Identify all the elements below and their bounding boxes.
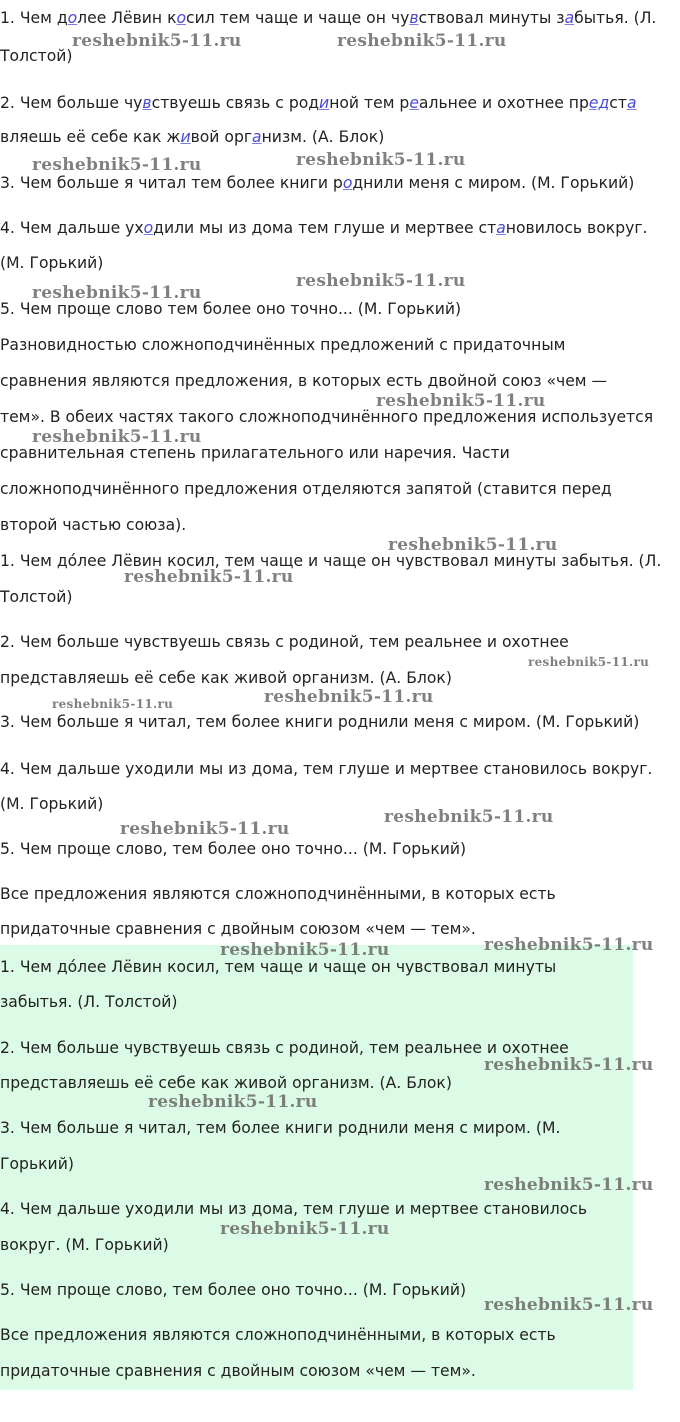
marked-letter: о (67, 9, 78, 27)
text-segment: 3. Чем больше я читал тем более книги р (0, 174, 343, 192)
watermark: reshebnik5-11.ru (484, 935, 654, 955)
watermark: reshebnik5-11.ru (384, 807, 554, 827)
marked-letter: в (409, 9, 419, 27)
corrected-sentence-4-cont: (М. Горький) (0, 795, 104, 813)
answer-sentence-4-cont: вокруг. (М. Горький) (0, 1236, 169, 1254)
marked-letter: а (496, 219, 506, 237)
text-segment: лее Лёвин к (77, 9, 177, 27)
marked-letter: о (176, 9, 187, 27)
corrected-sentence-2-cont: представляешь её себе как живой организм. (А. Блок) (0, 669, 452, 687)
corrected-conclusion-1: Все предложения являются сложноподчинёнными, в которых есть (0, 885, 556, 903)
answer-sentence-2-cont: представляешь её себе как живой организм. (А. Блок) (0, 1074, 452, 1092)
text-segment: ст (609, 94, 627, 112)
text-segment: вой орг (190, 128, 253, 146)
text-segment: альнее и охотнее пр (418, 94, 589, 112)
watermark: reshebnik5-11.ru (120, 819, 290, 839)
task-sentence-2 (0, 93, 637, 113)
corrected-sentence-5: 5. Чем проще слово, тем более оно точно... (М. Горький) (0, 840, 467, 858)
explanation-line-4: сравнительная степень прилагательного или наречия. Части (0, 444, 510, 462)
answer-sentence-4: 4. Чем дальше уходили мы из дома, тем глуше и мертвее становилось (0, 1200, 588, 1218)
corrected-sentence-1: 1. Чем до́лее Лёвин косил, тем чаще и чаще он чувствовал минуты забытья. (Л. (0, 552, 662, 570)
text-segment: ной тем р (329, 94, 410, 112)
task-sentence-2-cont (0, 127, 384, 147)
task-sentence-3 (0, 173, 634, 193)
watermark: reshebnik5-11.ru (388, 535, 558, 555)
watermark: reshebnik5-11.ru (484, 1055, 654, 1075)
watermark: reshebnik5-11.ru (220, 1219, 390, 1239)
watermark: reshebnik5-11.ru (72, 31, 242, 51)
task-sentence-5: 5. Чем проще слово тем более оно точно... (М. Горький) (0, 300, 462, 318)
watermark: reshebnik5-11.ru (484, 1295, 654, 1315)
watermark: reshebnik5-11.ru (220, 940, 390, 960)
corrected-conclusion-2: придаточные сравнения с двойным союзом «чем — тем». (0, 920, 476, 938)
marked-letter: а (626, 94, 637, 112)
task-sentence-1 (0, 8, 656, 28)
marked-letter: а (564, 9, 575, 27)
watermark: reshebnik5-11.ru (264, 687, 434, 707)
task-sentence-4 (0, 218, 647, 238)
explanation-line-6: второй частью союза). (0, 516, 187, 534)
watermark: reshebnik5-11.ru (148, 1092, 318, 1112)
marked-letter: и (180, 128, 191, 146)
answer-sentence-2: 2. Чем больше чувствуешь связь с родиной, тем реальнее и охотнее (0, 1039, 569, 1057)
watermark: reshebnik5-11.ru (337, 31, 507, 51)
corrected-sentence-1-cont: Толстой) (0, 588, 73, 606)
explanation-line-1: Разновидностью сложноподчинённых предложений с придаточным (0, 336, 566, 354)
answer-sentence-3-cont: Горький) (0, 1155, 74, 1173)
text-segment: сил тем чаще и чаще он чу (186, 9, 410, 27)
answer-sentence-5: 5. Чем проще слово, тем более оно точно... (М. Горький) (0, 1281, 467, 1299)
marked-letter: е (409, 94, 419, 112)
watermark: reshebnik5-11.ru (32, 155, 202, 175)
watermark: reshebnik5-11.ru (32, 427, 202, 447)
text-segment: новилось вокруг. (505, 219, 648, 237)
watermark: reshebnik5-11.ru (296, 150, 466, 170)
watermark: reshebnik5-11.ru (484, 1175, 654, 1195)
text-segment: ствовал минуты з (418, 9, 565, 27)
answer-conclusion-1: Все предложения являются сложноподчинёнными, в которых есть (0, 1326, 556, 1344)
watermark: reshebnik5-11.ru (528, 655, 650, 669)
text-segment: ствуешь связь с род (151, 94, 320, 112)
watermark: reshebnik5-11.ru (296, 271, 466, 291)
text-segment: 2. Чем больше чу (0, 94, 143, 112)
task-sentence-4-cont: (М. Горький) (0, 254, 104, 272)
watermark: reshebnik5-11.ru (32, 283, 202, 303)
marked-letter: о (143, 219, 154, 237)
corrected-sentence-4: 4. Чем дальше уходили мы из дома, тем глуше и мертвее становилось вокруг. (0, 760, 653, 778)
text-segment: днили меня с миром. (М. Горький) (352, 174, 635, 192)
marked-letter: в (142, 94, 152, 112)
corrected-sentence-2: 2. Чем больше чувствуешь связь с родиной, тем реальнее и охотнее (0, 633, 569, 651)
answer-sentence-3: 3. Чем больше я читал, тем более книги роднили меня с миром. (М. (0, 1119, 561, 1137)
text-segment: бытья. (Л. (574, 9, 657, 27)
marked-letter: а (252, 128, 262, 146)
explanation-line-5: сложноподчинённого предложения отделяются запятой (ставится перед (0, 480, 612, 498)
watermark: reshebnik5-11.ru (376, 391, 546, 411)
explanation-line-2: сравнения являются предложения, в которых есть двойной союз «чем — (0, 372, 608, 390)
answer-conclusion-2: придаточные сравнения с двойным союзом «чем — тем». (0, 1362, 476, 1380)
watermark: reshebnik5-11.ru (52, 697, 174, 711)
text-segment: низм. (А. Блок) (261, 128, 385, 146)
task-sentence-1-cont: Толстой) (0, 47, 73, 65)
marked-letter: о (342, 174, 353, 192)
answer-sentence-1: 1. Чем до́лее Лёвин косил, тем чаще и чаще он чувствовал минуты (0, 958, 557, 976)
text-segment: вляешь её себе как ж (0, 128, 181, 146)
explanation-line-3: тем». В обеих частях такого сложноподчинённого предложения используется (0, 408, 654, 426)
text-segment: дили мы из дома тем глуше и мертвее ст (153, 219, 497, 237)
text-segment: 4. Чем дальше ух (0, 219, 144, 237)
marked-letter: и (319, 94, 330, 112)
marked-letter: ед (588, 94, 610, 112)
answer-sentence-1-cont: забытья. (Л. Толстой) (0, 993, 178, 1011)
corrected-sentence-3: 3. Чем больше я читал, тем более книги роднили меня с миром. (М. Горький) (0, 713, 640, 731)
watermark: reshebnik5-11.ru (124, 567, 294, 587)
text-segment: 1. Чем д (0, 9, 68, 27)
